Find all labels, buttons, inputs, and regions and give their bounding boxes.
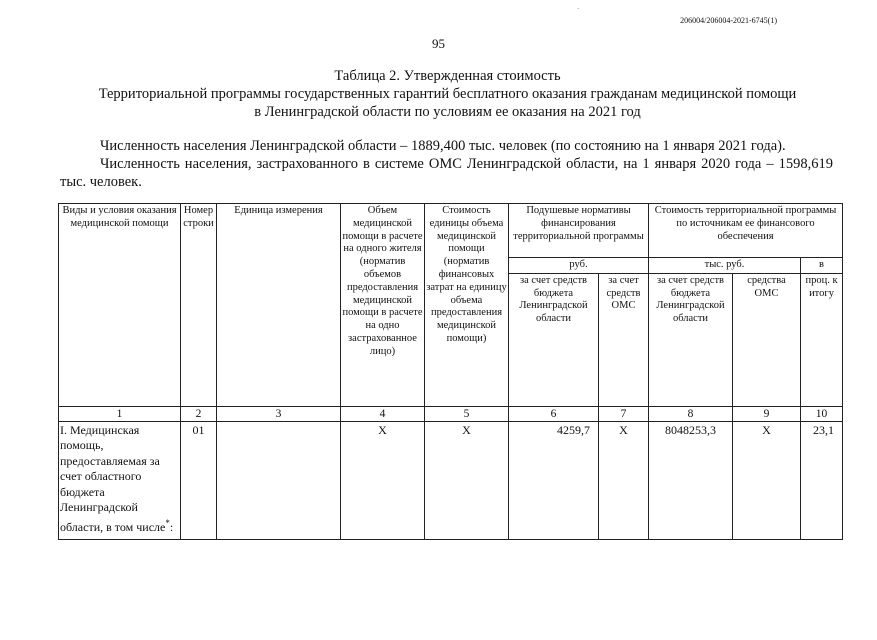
column-number: 2: [181, 406, 217, 421]
column-number: 5: [425, 406, 509, 421]
header-unit-cost: Стоимость единицы объема медицинской помощи (норматив финансовых затрат на единицу объема предоставления медицинской помощи): [425, 204, 509, 407]
header-row-number: Номер строки: [181, 204, 217, 407]
header-unit-rub: руб.: [509, 258, 649, 274]
title-line-3: в Ленинградской области по условиям ее оказания на 2021 год: [254, 104, 641, 120]
row-number-cell: 01: [181, 421, 217, 539]
header-volume: Объем медицинской помощи в расчете на одного жителя (норматив объемов предоставления медицинской помощи в расчете на одно застрахованное лицо): [341, 204, 425, 407]
cost-budget-cell: 8048253,3: [649, 421, 733, 539]
header-per-capita-budget: за счет средств бюджета Ленинградской области: [509, 273, 599, 406]
column-number: 1: [59, 406, 181, 421]
document-id: 206004/206004-2021-6745(1): [680, 16, 777, 25]
cost-table: [58, 203, 843, 540]
column-number: 4: [341, 406, 425, 421]
scan-speck: ·: [577, 5, 580, 13]
volume-cell: Х: [341, 421, 425, 539]
header-kinds-of-care: Виды и условия оказания медицинской помощи: [59, 204, 181, 407]
column-number: 10: [801, 406, 843, 421]
header-percent: проц. к итогу: [801, 273, 843, 406]
row-name: I. Медицинская помощь, предоставляемая за счет областного бюджета Ленинградской области, в том числе: [60, 422, 166, 534]
row-name-cell: [59, 421, 181, 539]
page-number: 95: [432, 36, 445, 51]
title-line-1: Таблица 2. Утвержденная стоимость: [334, 68, 561, 84]
unit-cell: [217, 421, 341, 539]
column-number: 6: [509, 406, 599, 421]
population-paragraph: Численность населения Ленинградской области – 1889,400 тыс. человек (по состоянию на 1 января 2021 года).: [100, 138, 786, 154]
header-cost-budget: за счет средств бюджета Ленинградской области: [649, 273, 733, 406]
header-unit: Единица измерения: [217, 204, 341, 407]
column-number: 7: [599, 406, 649, 421]
header-program-cost-group: Стоимость территориальной программы по источникам ее финансового обеспечения: [649, 204, 843, 258]
percent-cell: 23,1: [801, 421, 843, 539]
header-unit-thousand-rub: тыс. руб.: [649, 258, 801, 274]
footnote-mark: *: [165, 517, 170, 528]
header-per-capita-group: Подушевые нормативы финансирования территориальной программы: [509, 204, 649, 258]
column-number: 3: [217, 406, 341, 421]
row-name-suffix: :: [169, 519, 174, 534]
column-number: 9: [733, 406, 801, 421]
title-line-2: Территориальной программы государственных гарантий бесплатного оказания гражданам медицинской помощи: [98, 86, 797, 102]
header-row-1: [59, 204, 843, 258]
insured-population-paragraph: Численность населения, застрахованного в системе ОМС Ленинградской области, на 1 января 2020 года – 1598,619 тыс. человек.: [60, 156, 833, 190]
table-title: [60, 67, 835, 121]
per-capita-budget-cell: 4259,7: [509, 421, 599, 539]
unit-cost-cell: Х: [425, 421, 509, 539]
table-row: [59, 421, 843, 539]
header-cost-oms: средства ОМС: [733, 273, 801, 406]
column-number: 8: [649, 406, 733, 421]
column-number-row: [59, 406, 843, 421]
per-capita-oms-cell: Х: [599, 421, 649, 539]
header-percent-prefix: в: [801, 258, 843, 274]
cost-oms-cell: Х: [733, 421, 801, 539]
header-per-capita-oms: за счет средств ОМС: [599, 273, 649, 406]
